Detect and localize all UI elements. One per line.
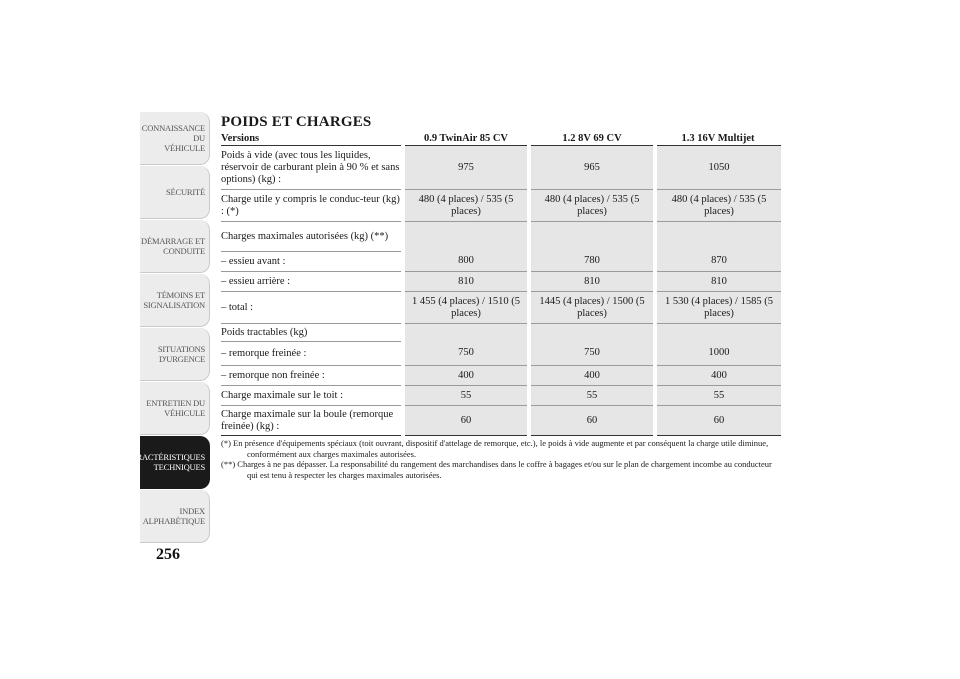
cell-value: 1 530 (4 places) / 1585 (5 places) [655,292,781,324]
cell-empty [403,222,529,252]
cell-empty [529,324,655,342]
row-label-front-axle: – essieu avant : [221,252,403,272]
tab-situations-urgence[interactable]: SITUATIONS D'URGENCE [140,328,210,381]
column-header-multijet: 1.3 16V Multijet [655,131,781,146]
section-title: POIDS ET CHARGES [221,114,372,130]
row-label-max-loads: Charges maximales autorisées (kg) (**) [221,222,403,252]
tab-caracteristiques-techniques[interactable]: CARACTÉRISTIQUES TECHNIQUES [140,436,210,489]
tab-connaissance-vehicule[interactable]: CONNAISSANCE DU VÉHICULE [140,112,210,165]
table-row [221,386,781,406]
cell-value: 975 [403,146,529,190]
cell-value: 780 [529,252,655,272]
table-row [221,190,781,222]
cell-value: 400 [655,366,781,386]
cell-value: 810 [403,272,529,292]
cell-empty [655,222,781,252]
cell-value: 480 (4 places) / 535 (5 places) [529,190,655,222]
table-row [221,406,781,436]
tab-entretien-vehicule[interactable]: ENTRETIEN DU VÉHICULE [140,382,210,435]
row-label-braked-trailer: – remorque freinée : [221,342,403,366]
cell-value: 400 [403,366,529,386]
table-header-row [221,131,781,146]
row-label-payload: Charge utile y compris le conduc-teur (kg) : (*) [221,190,403,222]
footnote-2: (**) Charges à ne pas dépasser. La responsabilité du rangement des marchandises dans le coffre à bagages et/ou sur le plan de chargement incombe au conducteur qui est tenu à respecter les charges maximales autorisées. [221,459,772,480]
cell-value: 60 [529,406,655,436]
cell-empty [403,324,529,342]
cell-value: 1 455 (4 places) / 1510 (5 places) [403,292,529,324]
column-header-twinair: 0.9 TwinAir 85 CV [403,131,529,146]
cell-empty [655,324,781,342]
cell-value: 870 [655,252,781,272]
cell-value: 965 [529,146,655,190]
cell-value: 480 (4 places) / 535 (5 places) [655,190,781,222]
footnotes [221,438,781,480]
cell-value: 60 [655,406,781,436]
tab-securite[interactable]: SÉCURITÉ [140,166,210,219]
table-row [221,146,781,190]
column-header-versions: Versions [221,131,403,146]
row-label-total: – total : [221,292,403,324]
table-row [221,272,781,292]
column-header-8v: 1.2 8V 69 CV [529,131,655,146]
table-row [221,292,781,324]
row-label-ball-load: Charge maximale sur la boule (remorque freinée) (kg) : [221,406,403,436]
cell-value: 60 [403,406,529,436]
page-number: 256 [156,546,180,563]
cell-value: 1000 [655,342,781,366]
cell-empty [529,222,655,252]
table-row [221,366,781,386]
footnote-1: (*) En présence d'équipements spéciaux (toit ouvrant, dispositif d'attelage de remorque, etc.), le poids à vide augmente et par conséquent la charge utile diminue, conformément aux charges maximales autorisées. [221,438,769,459]
cell-value: 1445 (4 places) / 1500 (5 places) [529,292,655,324]
table-row [221,222,781,252]
cell-value: 750 [529,342,655,366]
row-label-empty-weight: Poids à vide (avec tous les liquides, réservoir de carburant plein à 90 % et sans options) (kg) : [221,146,403,190]
cell-value: 480 (4 places) / 535 (5 places) [403,190,529,222]
table-row [221,342,781,366]
cell-value: 810 [529,272,655,292]
cell-value: 55 [529,386,655,406]
cell-value: 55 [403,386,529,406]
row-label-roof-load: Charge maximale sur le toit : [221,386,403,406]
tab-temoins-signalisation[interactable]: TÉMOINS ET SIGNALISATION [140,274,210,327]
main-content [221,113,781,480]
table-row [221,324,781,342]
cell-value: 1050 [655,146,781,190]
tab-demarrage-conduite[interactable]: DÉMARRAGE ET CONDUITE [140,220,210,273]
cell-value: 810 [655,272,781,292]
cell-value: 400 [529,366,655,386]
chapter-sidebar [125,112,210,544]
row-label-towable: Poids tractables (kg) [221,324,403,342]
tab-index-alphabetique[interactable]: INDEX ALPHABÉTIQUE [140,490,210,543]
cell-value: 750 [403,342,529,366]
cell-value: 800 [403,252,529,272]
row-label-rear-axle: – essieu arrière : [221,272,403,292]
table-row [221,252,781,272]
cell-value: 55 [655,386,781,406]
row-label-unbraked-trailer: – remorque non freinée : [221,366,403,386]
weights-table [221,131,781,436]
